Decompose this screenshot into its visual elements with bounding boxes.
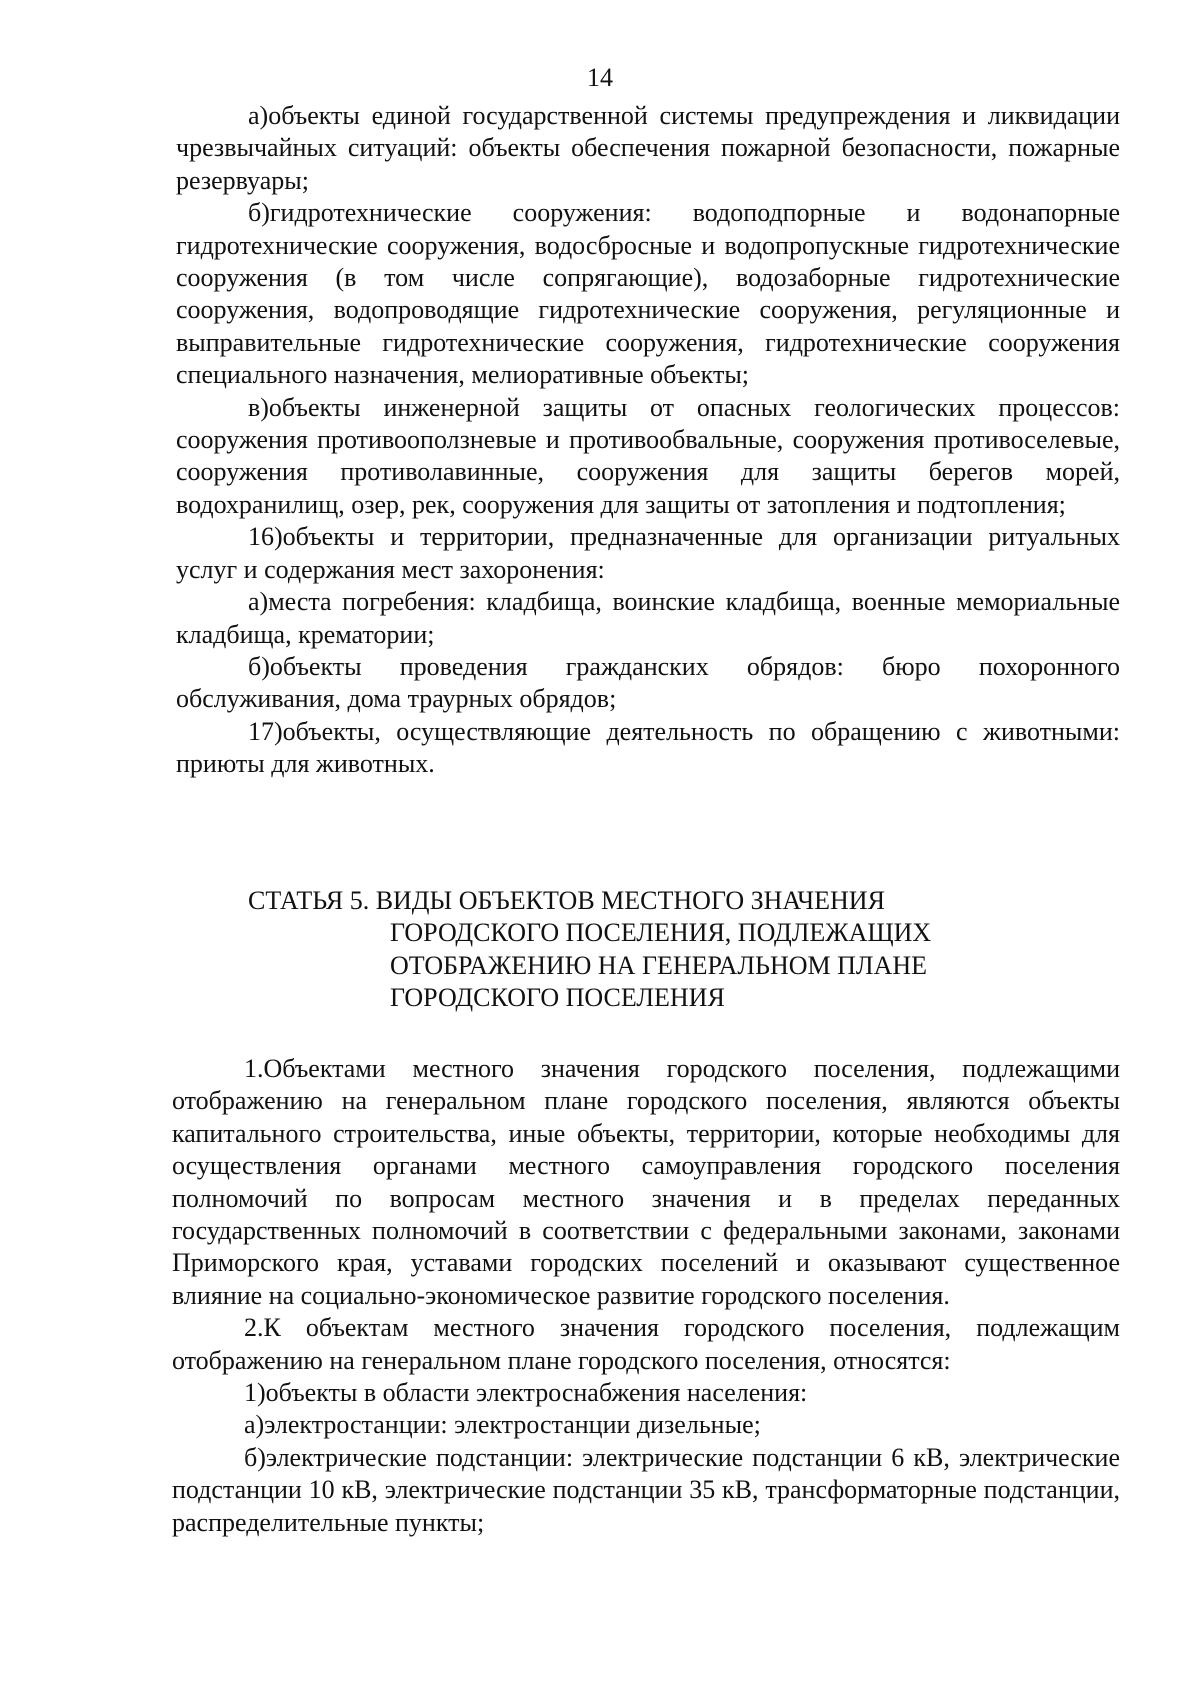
- article-heading: [248, 885, 1048, 1015]
- paragraph: в)объекты инженерной защиты от опасных геологических процессов: сооружения противооползневые и противообвальные, сооружения противоселевые, сооружения противолавинные, сооружения для защиты берегов морей, водохранилищ, озер, рек, сооружения для защиты от затопления и подтопления;: [176, 392, 1120, 519]
- body-text-bottom: [172, 1053, 1120, 1539]
- paragraph: а)объекты единой государственной системы предупреждения и ликвидации чрезвычайных ситуаций: объекты обеспечения пожарной безопасности, пожарные резервуары;: [176, 101, 1120, 195]
- paragraph: 1.Объектами местного значения городского поселения, подлежащими отображению на генеральном плане городского поселения, являются объекты капитального строительства, иные объекты, территории, которые необходимы для осуществления органами местного самоуправления городского поселения полномочий по вопросам местного значения и в пределах переданных государственных полномочий в соответствии с федеральными законами, законами Приморского края, уставами городских поселений и оказывают существенное влияние на социально-экономическое развитие городского поселения.: [172, 1054, 1120, 1310]
- paragraph: б)гидротехнические сооружения: водоподпорные и водонапорные гидротехнические сооружения, водосбросные и водопропускные гидротехнические сооружения (в том числе сопрягающие), водозаборные гидротехнические сооружения, водопроводящие гидротехнические сооружения, регуляционные и выправительные гидротехнические сооружения, гидротехнические сооружения специального назначения, мелиоративные объекты;: [176, 198, 1120, 390]
- paragraph: а)места погребения: кладбища, воинские кладбища, военные мемориальные кладбища, крематории;: [176, 587, 1120, 649]
- paragraph: 1)объекты в области электроснабжения населения:: [244, 1378, 808, 1408]
- paragraph: б)электрические подстанции: электрические подстанции 6 кВ, электрические подстанции 10 кВ, электрические подстанции 35 кВ, трансформаторные подстанции, распределительные пункты;: [172, 1442, 1120, 1537]
- heading-line: ГОРОДСКОГО ПОСЕЛЕНИЯ: [390, 983, 725, 1013]
- paragraph: 16)объекты и территории, предназначенные для организации ритуальных услуг и содержания мест захоронения:: [176, 522, 1120, 584]
- paragraph: 2.К объектам местного значения городского поселения, подлежащим отображению на генеральном плане городского поселения, относятся:: [172, 1313, 1120, 1375]
- page-number: 14: [587, 63, 613, 92]
- body-text-top: [176, 100, 1120, 781]
- paragraph: б)объекты проведения гражданских обрядов: бюро похоронного обслуживания, дома траурных обрядов;: [176, 651, 1120, 714]
- heading-line: СТАТЬЯ 5. ВИДЫ ОБЪЕКТОВ МЕСТНОГО ЗНАЧЕНИЯ: [248, 886, 885, 915]
- paragraph: а)электростанции: электростанции дизельные;: [244, 1410, 761, 1440]
- heading-line: ОТОБРАЖЕНИЮ НА ГЕНЕРАЛЬНОМ ПЛАНЕ: [390, 950, 927, 980]
- heading-line: ГОРОДСКОГО ПОСЕЛЕНИЯ, ПОДЛЕЖАЩИХ: [390, 918, 932, 948]
- paragraph: 17)объекты, осуществляющие деятельность по обращению с животными: приюты для животных.: [176, 716, 1120, 779]
